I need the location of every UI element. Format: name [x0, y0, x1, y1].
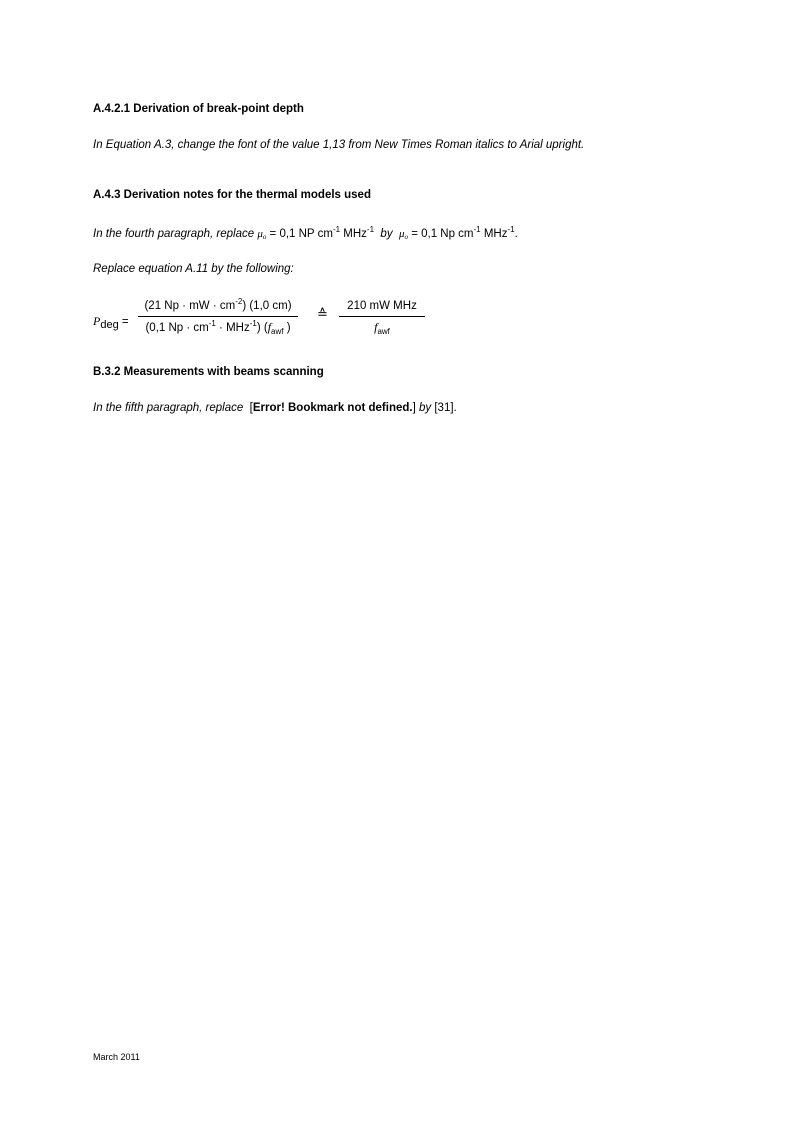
equation-lhs: $P_{deg}$ =: [93, 314, 129, 331]
equation-fraction-1: [138, 296, 298, 337]
by-word: by: [380, 228, 393, 240]
reference-31: [31].: [434, 402, 457, 414]
fraction-2-denominator: $f_{awf}$: [374, 320, 390, 336]
paragraph-a43-equation-intro: Replace equation A.11 by the following:: [93, 263, 294, 275]
mu-symbol-new: $\mu_o$: [398, 228, 408, 241]
heading-a421: A.4.2.1 Derivation of break-point depth: [93, 103, 304, 115]
fraction-2-numerator: 210 mW MHz: [347, 300, 417, 312]
heading-a43: A.4.3 Derivation notes for the thermal models used: [93, 189, 371, 201]
fraction-1-denominator: (0,1 $Np \cdot cm^{-1} \cdot MHz^{-1}$) ($f_{awf}$ ): [145, 319, 291, 336]
replace-lead-text: In the fourth paragraph, replace: [93, 228, 255, 240]
heading-b32: B.3.2 Measurements with beams scanning: [93, 366, 324, 378]
old-value: = 0,1 NP $cm^{-1}$ MHz$^{-1}$: [266, 225, 375, 240]
paragraph-a43-replace: [93, 227, 753, 241]
corresponds-symbol: ≙: [317, 306, 328, 321]
footer-date: March 2011: [93, 1052, 140, 1062]
fraction-1-numerator: (21 Np · mW · $cm^{-2}$) (1,0 cm): [144, 297, 292, 312]
mu-symbol: $\mu_o$: [257, 228, 267, 241]
paragraph-b32: In the fifth paragraph, replace [Error! Bookmark not defined.] by [31].: [93, 402, 457, 414]
error-bookmark-text: Error! Bookmark not defined.: [252, 402, 413, 414]
b32-lead-text: In the fifth paragraph, replace: [93, 402, 244, 414]
equation-fraction-2: [339, 296, 425, 337]
new-value: = 0,1 Np $cm^{-1}$ MHz$^{-1}$.: [408, 225, 518, 240]
equation-a11: [93, 296, 493, 352]
paragraph-a421: In Equation A.3, change the font of the value 1,13 from New Times Roman italics to Arial upright.: [93, 139, 585, 151]
